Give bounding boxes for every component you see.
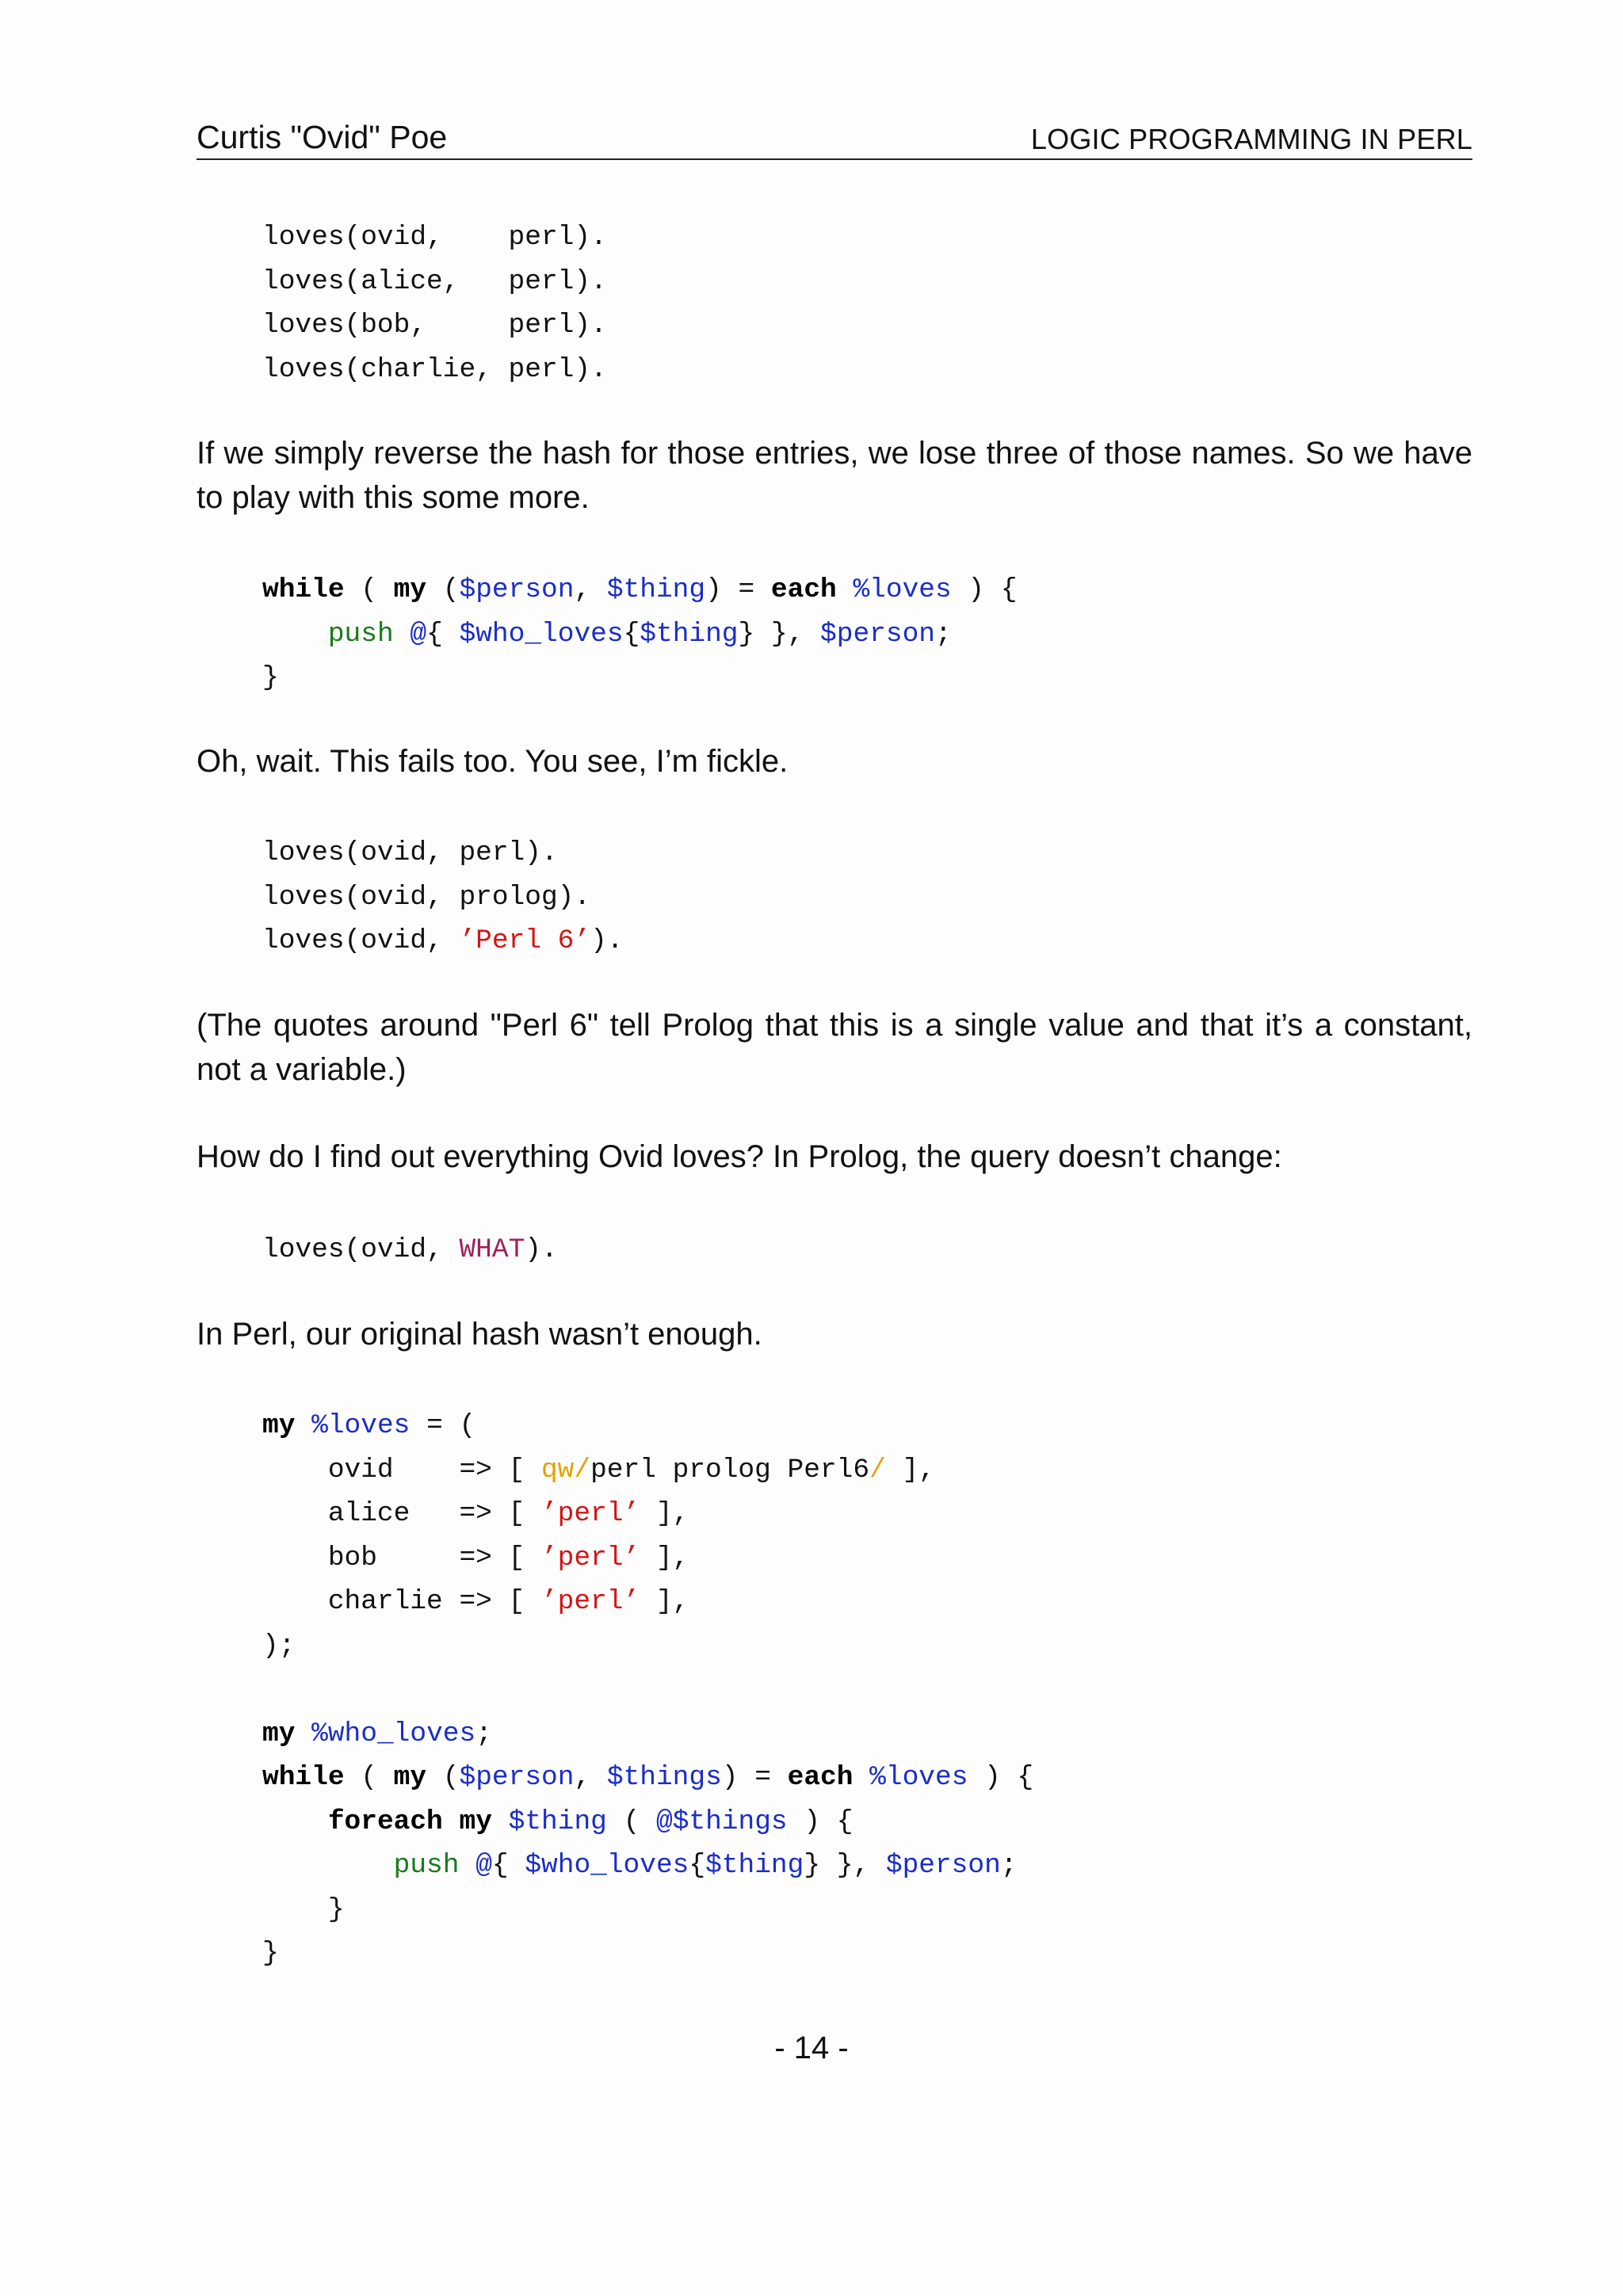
code-token: ,: [574, 574, 607, 605]
code-block-query: [262, 1228, 558, 1272]
code-token: while: [262, 1762, 345, 1793]
code-line: }: [262, 1938, 279, 1969]
code-token: [262, 1850, 394, 1881]
code-token: = (: [410, 1410, 476, 1441]
code-token: %loves: [869, 1762, 968, 1793]
code-token: $person: [459, 574, 575, 605]
code-line: );: [262, 1630, 296, 1661]
code-token: $thing: [640, 618, 739, 650]
code-line: }: [262, 1894, 345, 1925]
code-token: ) {: [787, 1806, 854, 1837]
code-line: [262, 568, 1018, 612]
code-token: ).: [590, 925, 624, 956]
code-token: } },: [738, 618, 821, 650]
code-token: ’perl’: [540, 1498, 640, 1529]
code-block-prolog-facts: [262, 215, 607, 391]
code-line: [262, 1844, 1033, 1888]
code-token: @: [475, 1850, 492, 1881]
code-token: [459, 1850, 475, 1881]
code-line: loves(ovid, perl).: [262, 222, 607, 253]
code-token: ;: [934, 618, 952, 650]
code-token: $person: [885, 1850, 1001, 1881]
code-token: ) =: [705, 574, 771, 605]
code-token: push: [327, 618, 394, 650]
code-token: $thing: [705, 1850, 804, 1881]
code-token: @$things: [655, 1806, 788, 1837]
code-token: foreach: [327, 1806, 443, 1837]
code-token: while: [262, 574, 345, 605]
code-token: $who_loves: [459, 618, 624, 650]
code-token: perl prolog Perl6: [590, 1454, 870, 1486]
code-line: [262, 1404, 1033, 1448]
code-token: loves(ovid,: [262, 1234, 460, 1265]
code-token: each: [770, 574, 837, 605]
paragraph-original-hash: In Perl, our original hash wasn’t enough.: [197, 1317, 762, 1352]
code-token: ;: [1000, 1850, 1018, 1881]
code-token: (: [606, 1806, 656, 1837]
code-token: } },: [804, 1850, 886, 1881]
header-author: Curtis "Ovid" Poe: [197, 119, 448, 155]
code-token: ) {: [951, 574, 1018, 605]
code-token: (: [344, 1762, 394, 1793]
code-token: ;: [475, 1718, 492, 1749]
code-line: [262, 1800, 1033, 1844]
code-line: }: [262, 662, 279, 693]
code-token: ],: [640, 1542, 689, 1573]
code-line: loves(charlie, perl).: [262, 353, 607, 385]
code-line: [262, 1668, 1033, 1712]
code-token: (: [344, 574, 394, 605]
code-token: ],: [640, 1586, 689, 1617]
code-token: push: [393, 1850, 460, 1881]
code-block-perl-hash: [262, 1404, 1033, 1976]
code-token: my: [459, 1806, 492, 1837]
code-token: {: [689, 1850, 706, 1881]
code-token: ovid => [: [262, 1454, 541, 1486]
code-line: [262, 1580, 1033, 1624]
code-token: @: [410, 618, 427, 650]
code-token: {: [491, 1850, 525, 1881]
code-line: [262, 1492, 1033, 1536]
code-token: {: [426, 618, 460, 650]
code-token: (: [426, 574, 460, 605]
code-token: qw/: [540, 1454, 591, 1486]
code-token: $thing: [606, 574, 706, 605]
code-line: loves(bob, perl).: [262, 310, 607, 341]
code-token: /: [869, 1454, 886, 1486]
code-token: loves(ovid,: [262, 925, 460, 956]
code-token: ],: [640, 1498, 689, 1529]
code-token: %loves: [311, 1410, 411, 1441]
paragraph-fickle: Oh, wait. This fails too. You see, I’m fickle.: [197, 744, 789, 779]
code-token: each: [787, 1762, 854, 1793]
code-token: ,: [574, 1762, 607, 1793]
code-token: $person: [459, 1762, 575, 1793]
code-token: my: [393, 1762, 427, 1793]
code-token: [492, 1806, 509, 1837]
code-token: charlie => [: [262, 1586, 541, 1617]
code-line: [262, 919, 624, 963]
code-line: [262, 1228, 558, 1272]
code-line: [262, 1756, 1033, 1800]
code-token: $things: [606, 1762, 722, 1793]
code-token: [295, 1410, 311, 1441]
code-line: loves(ovid, perl).: [262, 837, 558, 868]
code-line: [262, 1712, 1033, 1756]
code-token: %loves: [853, 574, 952, 605]
code-token: alice => [: [262, 1498, 541, 1529]
code-token: ) =: [721, 1762, 788, 1793]
code-line: loves(alice, perl).: [262, 265, 607, 297]
code-line: [262, 1536, 1033, 1581]
code-token: %who_loves: [311, 1718, 476, 1749]
code-token: $thing: [508, 1806, 607, 1837]
paragraph-reverse-hash: If we simply reverse the hash for those entries, we lose three of those names. So we have to play with this some more.: [197, 436, 1472, 515]
code-token: [295, 1718, 311, 1749]
code-token: [262, 619, 328, 650]
page-header: [197, 117, 1472, 160]
code-token: ],: [885, 1454, 935, 1486]
code-token: [394, 619, 411, 650]
code-block-perl-while: [262, 568, 1018, 700]
code-token: $person: [820, 618, 935, 650]
code-token: ’perl’: [540, 1542, 640, 1573]
paragraph-quotes-note: (The quotes around "Perl 6" tell Prolog that this is a single value and that it’s a constant, not a variable.): [197, 1008, 1472, 1087]
code-token: WHAT: [459, 1234, 525, 1265]
code-token: my: [262, 1718, 296, 1749]
code-token: ’Perl 6’: [459, 925, 591, 956]
code-block-ovid-facts: [262, 831, 624, 963]
code-token: [837, 574, 854, 605]
code-token: [262, 1806, 328, 1837]
code-token: my: [393, 574, 427, 605]
code-token: $who_loves: [525, 1850, 689, 1881]
code-line: [262, 612, 1018, 657]
code-token: [443, 1806, 460, 1837]
code-token: ’perl’: [540, 1586, 640, 1617]
header-title: LOGIC PROGRAMMING IN PERL: [1030, 123, 1472, 155]
code-line: [262, 1448, 1033, 1493]
code-token: ).: [525, 1234, 558, 1265]
code-token: {: [623, 618, 640, 650]
paragraph-query-question: How do I find out everything Ovid loves? In Prolog, the query doesn’t change:: [197, 1139, 1282, 1174]
page-number: - 14 -: [774, 2031, 849, 2065]
code-token: bob => [: [262, 1542, 541, 1573]
code-token: my: [262, 1410, 296, 1441]
code-token: (: [426, 1762, 460, 1793]
code-line: loves(ovid, prolog).: [262, 881, 591, 913]
code-token: [853, 1762, 869, 1793]
code-token: ) {: [968, 1762, 1034, 1793]
